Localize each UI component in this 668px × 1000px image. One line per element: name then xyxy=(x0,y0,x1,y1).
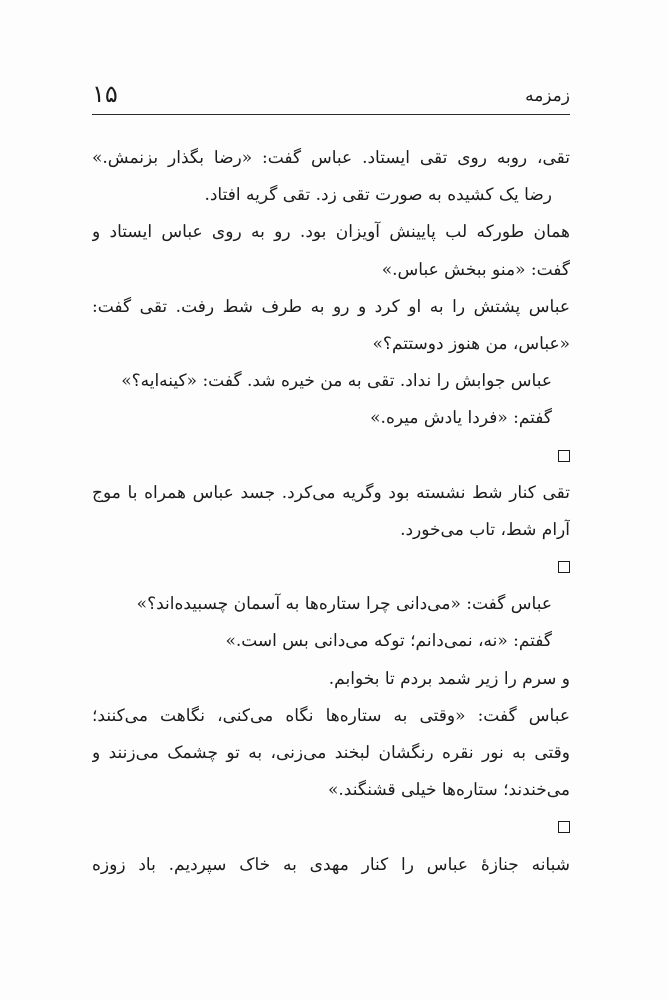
section-break xyxy=(92,549,570,586)
text-line: تقی کنار شط نشسته بود وگریه می‌کرد. جسد عباس همراه با موج xyxy=(92,482,570,503)
text-line: گفتم: «نه، نمی‌دانم؛ توکه می‌دانی بس است.» xyxy=(225,631,552,652)
text-line: گفت: «منو ببخش عباس.» xyxy=(381,259,570,280)
running-title: زمزمه xyxy=(525,86,570,106)
text-line: عباس پشتش را به او کرد و رو به طرف شط رفت. تقی گفت: xyxy=(92,296,570,317)
section-break xyxy=(92,438,570,475)
text-line: عباس گفت: «می‌دانی چرا ستاره‌ها به آسمان چسبیده‌اند؟» xyxy=(136,594,552,615)
text-line: شبانه جنازهٔ عباس را کنار مهدی به خاک سپردیم. باد زوزه xyxy=(92,854,570,875)
text-line: آرام شط، تاب می‌خورد. xyxy=(400,519,570,540)
text-line: «عباس، من هنوز دوستتم؟» xyxy=(372,333,570,354)
section-box-icon xyxy=(558,450,570,462)
section-box-icon xyxy=(558,821,570,833)
page-number: ۱۵ xyxy=(92,80,118,108)
text-line: عباس جوابش را نداد. تقی به من خیره شد. گفت: «کینه‌ایه؟» xyxy=(121,371,552,392)
section-break xyxy=(92,809,570,846)
page-header xyxy=(92,82,570,112)
section-box-icon xyxy=(558,561,570,573)
text-line: همان طورکه لب پایینش آویزان بود. رو به روی عباس ایستاد و xyxy=(92,222,570,243)
text-line: تقی، روبه روی تقی ایستاد. عباس گفت: «رضا بگذار بزنمش.» xyxy=(92,148,570,168)
header-rule xyxy=(92,114,570,115)
body-text xyxy=(92,140,570,884)
text-line: می‌خندند؛ ستاره‌ها خیلی قشنگند.» xyxy=(327,780,570,801)
text-line: گفتم: «فردا یادش میره.» xyxy=(370,408,552,429)
text-line: عباس گفت: «وقتی به ستاره‌ها نگاه می‌کنی، نگاهت می‌کنند؛ xyxy=(92,705,570,726)
text-line: وقتی به نور نقره رنگشان لبخند می‌زنی، به تو چشمک می‌زنند و xyxy=(92,743,570,763)
text-line: و سرم را زیر شمد بردم تا بخوابم. xyxy=(328,668,570,689)
text-line: رضا یک کشیده به صورت تقی زد. تقی گریه افتاد. xyxy=(204,185,552,206)
